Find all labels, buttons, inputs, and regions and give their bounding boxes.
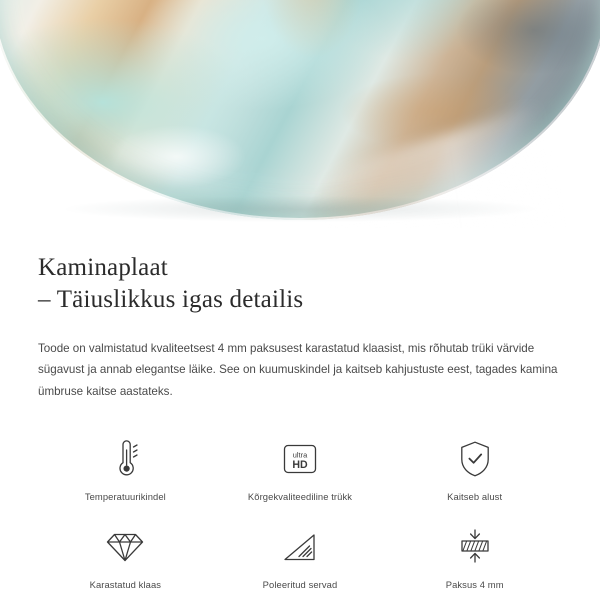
fireplace-plate-image bbox=[0, 0, 600, 220]
page-title bbox=[38, 252, 562, 316]
feature-tempered-glass bbox=[38, 524, 213, 590]
feature-thickness bbox=[387, 524, 562, 590]
feature-polished-edges bbox=[213, 524, 388, 590]
hero-image bbox=[0, 0, 600, 228]
svg-text:HD: HD bbox=[292, 459, 308, 472]
polished-edges-icon bbox=[280, 524, 320, 570]
diamond-icon bbox=[104, 524, 146, 570]
feature-label: Temperatuurikindel bbox=[84, 491, 166, 503]
feature-label: Kaitseb alust bbox=[447, 491, 503, 503]
thermometer-icon bbox=[110, 436, 140, 482]
ultra-hd-icon bbox=[280, 436, 320, 482]
feature-temperature-resistant bbox=[38, 436, 213, 502]
feature-protects-base bbox=[387, 436, 562, 502]
title-line-2: – Täiuslikkus igas detailis bbox=[38, 286, 304, 313]
content-area bbox=[0, 228, 600, 590]
product-description: Toode on valmistatud kvaliteetsest 4 mm paksusest karastatud klaasist, mis rõhutab trüki värvide sügavust ja annab elegantse läike. See on kuumuskindel ja kaitseb kahjustuste eest, tagades kamina ümbruse kaitse aastateks. bbox=[38, 342, 558, 398]
feature-label: Kõrgekvaliteediline trükk bbox=[247, 491, 353, 503]
thickness-arrows-icon bbox=[454, 524, 496, 570]
title-line-1: Kaminaplaat bbox=[38, 254, 168, 281]
feature-high-quality-print bbox=[213, 436, 388, 502]
feature-label: Paksus 4 mm bbox=[445, 579, 504, 591]
shield-check-icon bbox=[458, 436, 492, 482]
feature-label: Karastatud klaas bbox=[89, 579, 162, 591]
feature-grid bbox=[38, 436, 562, 590]
svg-text:ultra: ultra bbox=[292, 450, 308, 460]
feature-label: Poleeritud servad bbox=[262, 579, 338, 591]
